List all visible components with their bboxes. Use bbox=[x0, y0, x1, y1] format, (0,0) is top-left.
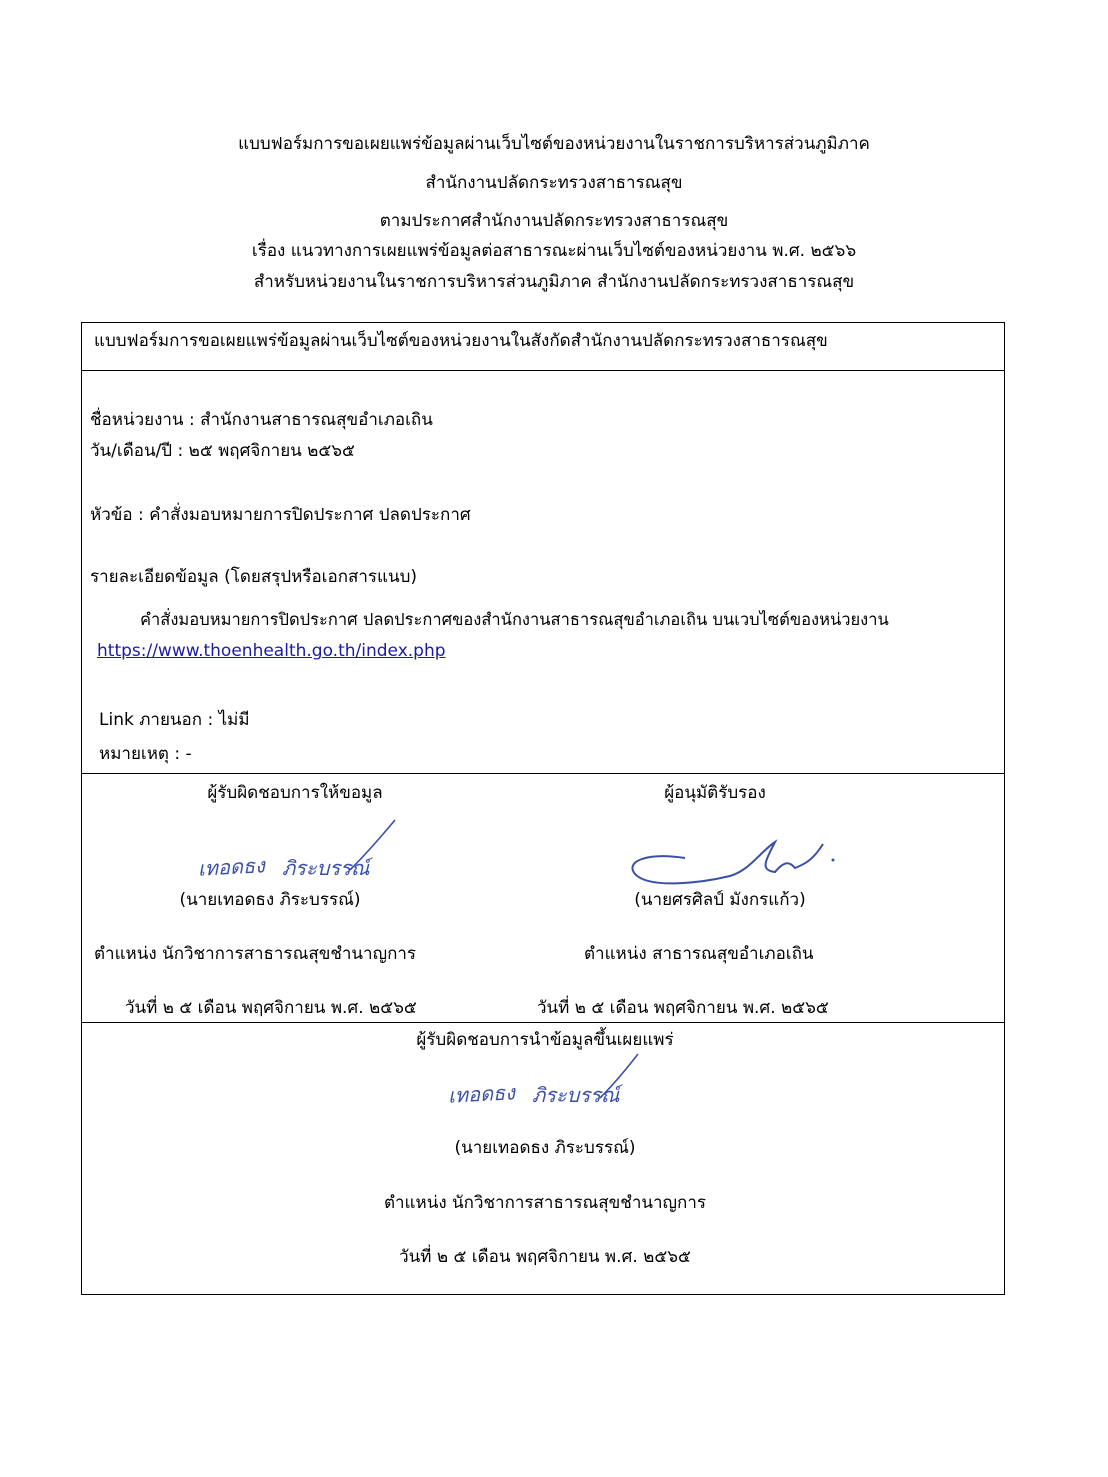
provider-name: (นายเทอดธง ภิระบรรณ์) bbox=[179, 890, 361, 910]
header-line-5: สำหรับหน่วยงานในราชการบริหารส่วนภูมิภาค สำนักงานปลัดกระทรวงสาธารณสุข bbox=[253, 272, 855, 292]
approver-signature bbox=[625, 830, 845, 890]
provider-heading: ผู้รับผิดชอบการให้ขอมูล bbox=[207, 783, 383, 803]
detail-label: รายละเอียดข้อมูล (โดยสรุปหรือเอกสารแนบ) bbox=[90, 567, 418, 587]
approver-name: (นายศรศิลป์ มังกรแก้ว) bbox=[634, 890, 806, 910]
divider-title bbox=[81, 370, 1005, 371]
external-link-field: Link ภายนอก : ไม่มี bbox=[99, 710, 250, 730]
provider-date: วันที่ ๒ ๕ เดือน พฤศจิกายน พ.ศ. ๒๕๖๕ bbox=[125, 998, 417, 1018]
approver-date: วันที่ ๒ ๕ เดือน พฤศจิกายน พ.ศ. ๒๕๖๕ bbox=[537, 998, 829, 1018]
svg-text:เทอดธง: เทอดธง bbox=[447, 1080, 516, 1108]
provider-signature bbox=[190, 815, 410, 885]
approver-position: ตำแหน่ง สาธารณสุขอำเภอเถิน bbox=[584, 944, 814, 964]
publisher-heading: ผู้รับผิดชอบการนำข้อมูลขึ้นเผยแพร่ bbox=[416, 1030, 674, 1050]
approver-heading: ผู้อนุมัติรับรอง bbox=[664, 783, 766, 803]
agency-field: ชื่อหน่วยงาน : สำนักงานสาธารณสุขอำเภอเถิน bbox=[90, 410, 433, 430]
detail-url-link[interactable]: https://www.thoenhealth.go.th/index.php bbox=[97, 641, 446, 661]
provider-position: ตำแหน่ง นักวิชาการสาธารณสุขชำนาญการ bbox=[94, 944, 417, 964]
subject-field: หัวข้อ : คำสั่งมอบหมายการปิดประกาศ ปลดประกาศ bbox=[90, 505, 471, 525]
form-title: แบบฟอร์มการขอเผยแพร่ข้อมูลผ่านเว็บไซต์ของหน่วยงานในสังกัดสำนักงานปลัดกระทรวงสาธารณสุข bbox=[94, 331, 828, 351]
svg-text:ภิระบรรณ์: ภิระบรรณ์ bbox=[532, 1083, 620, 1107]
publisher-name: (นายเทอดธง ภิระบรรณ์) bbox=[454, 1138, 636, 1158]
divider-publisher bbox=[81, 1022, 1005, 1023]
date-field: วัน/เดือน/ปี : ๒๕ พฤศจิกายน ๒๕๖๕ bbox=[90, 441, 355, 461]
header-line-3: ตามประกาศสำนักงานปลัดกระทรวงสาธารณสุข bbox=[379, 211, 729, 231]
svg-text:ภิระบรรณ์: ภิระบรรณ์ bbox=[282, 856, 370, 880]
divider-signatures bbox=[81, 773, 1005, 774]
publisher-position: ตำแหน่ง นักวิชาการสาธารณสุขชำนาญการ bbox=[383, 1193, 707, 1213]
remark-field: หมายเหตุ : - bbox=[99, 744, 192, 764]
header-line-2: สำนักงานปลัดกระทรวงสาธารณสุข bbox=[425, 173, 683, 193]
publisher-signature bbox=[440, 1050, 660, 1110]
header-line-4: เรื่อง แนวทางการเผยแพร่ข้อมูลต่อสาธารณะผ่านเว็บไซต์ของหน่วยงาน พ.ศ. ๒๕๖๖ bbox=[251, 241, 857, 261]
publisher-date: วันที่ ๒ ๕ เดือน พฤศจิกายน พ.ศ. ๒๕๖๕ bbox=[399, 1247, 691, 1267]
detail-text: คำสั่งมอบหมายการปิดประกาศ ปลดประกาศของสำนักงานสาธารณสุขอำเภอเถิน บนเวบไซต์ของหน่วยงาน bbox=[140, 610, 889, 629]
svg-text:เทอดธง: เทอดธง bbox=[197, 853, 266, 881]
header-line-1: แบบฟอร์มการขอเผยแพร่ข้อมูลผ่านเว็บไซต์ของหน่วยงานในราชการบริหารส่วนภูมิภาค bbox=[238, 134, 870, 154]
